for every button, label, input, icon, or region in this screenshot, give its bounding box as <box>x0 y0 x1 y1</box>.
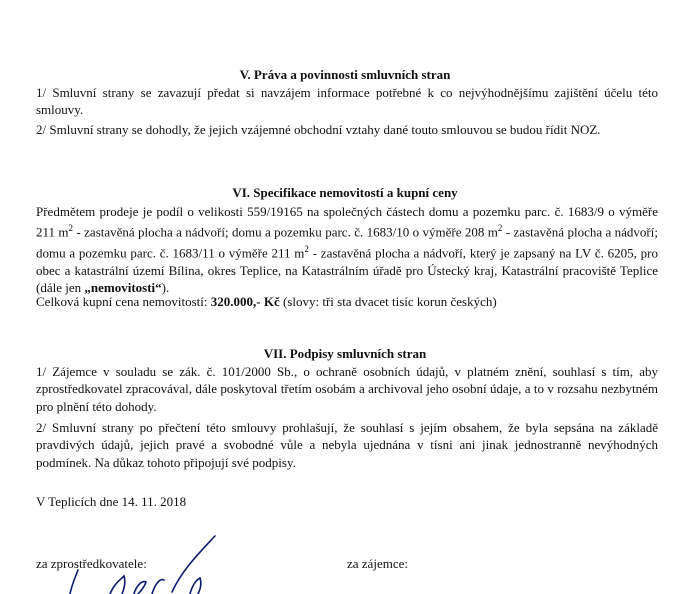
section-5-paragraph-2: 2/ Smluvní strany se dohodly, že jejich vzájemné obchodní vztahy dané touto smlouvou se budou řídit NOZ. <box>36 122 601 137</box>
defined-term: „nemovitosti“ <box>84 280 162 296</box>
signature-label-broker: za zprostředkovatele: <box>36 556 147 571</box>
section-6-text-c: - zastavěná plocha a nádvoří; domu a pozemku parc. č. 1683/11 o výměře 211 m <box>36 224 658 261</box>
section-6-title: VI. Specifikace nemovitostí a kupní ceny <box>232 185 458 200</box>
place-and-date: V Teplicích dne 14. 11. 2018 <box>36 494 187 509</box>
section-6-text-d: - zastavěná plocha a nádvoří, který je zapsaný na LV č. 6205, pro obec a katastrální území Bílina, okres Teplice, na Katastrálním úřadě pro Ústecký kraj, Katastrální pracoviště Teplice (dále jen <box>36 245 658 296</box>
section-7-title: VII. Podpisy smluvních stran <box>263 346 427 361</box>
price-words: (slovy: tři sta dvacet tisíc korun českých) <box>279 294 497 309</box>
section-6-price <box>36 293 658 310</box>
superscript-squared: 2 <box>304 244 309 255</box>
section-6-text-a: Předmětem prodeje je podíl o velikosti 559/19165 na společných částech domu a pozemku parc. č. 1683/9 o výměře 211 m <box>36 204 658 240</box>
section-5-paragraph-1: 1/ Smluvní strany se zavazují předat si navzájem informace potřebné k co nejvýhodnějšímu zajištění účelu této smlouvy. <box>36 85 658 118</box>
price-label: Celková kupní cena nemovitostí: <box>36 294 211 309</box>
section-6-text-b: - zastavěná plocha a nádvoří; domu a pozemku parc. č. 1683/10 o výměře 208 m <box>73 224 498 240</box>
section-5-title: V. Práva a povinnosti smluvních stran <box>239 67 451 82</box>
section-6-paragraph-1 <box>36 203 658 297</box>
section-6-text-end: ). <box>161 280 170 296</box>
handwritten-signature <box>40 534 250 594</box>
section-7-paragraph-1: 1/ Zájemce v souladu se zák. č. 101/2000 Sb., o ochraně osobních údajů, v platném znění, souhlasí s tím, aby zprostředkovatel zpracovával, dále poskytoval třetím osobám a archivoval jeho osobní údaje, a to v rozsahu nezbytném pro plnění této dohody. <box>36 364 658 414</box>
section-7-paragraph-2: 2/ Smluvní strany po přečtení této smlouvy prohlašují, že souhlasí s jejím obsahem, že byla sepsána na základě pravdivých údajů, jejich pravé a svobodné vůle a nebyla ujednána v tísni ani jinak jednostranně nevýhodných podmínek. Na důkaz tohoto připojují své podpisy. <box>36 420 658 470</box>
superscript-squared: 2 <box>497 223 503 234</box>
price-value: 320.000,- Kč <box>210 294 280 309</box>
superscript-squared: 2 <box>68 223 74 234</box>
signature-label-client: za zájemce: <box>347 556 408 571</box>
